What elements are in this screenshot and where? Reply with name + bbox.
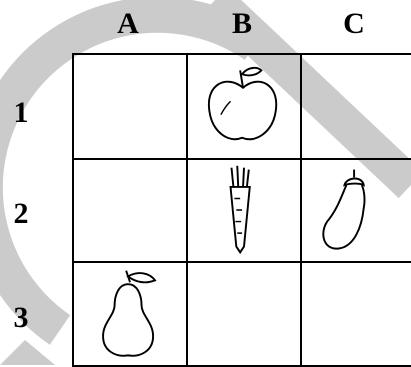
cell-b2 [186, 158, 302, 263]
eggplant-icon [302, 160, 411, 261]
cell-c2 [300, 158, 411, 263]
cell-a1 [72, 53, 188, 160]
grid [72, 53, 411, 365]
cell-a3 [72, 261, 188, 367]
cell-c3 [300, 261, 411, 367]
apple-icon [188, 55, 300, 158]
row-label-2: 2 [13, 197, 29, 230]
pear-icon [74, 263, 186, 365]
column-label-b: B [231, 7, 252, 40]
cell-c1 [300, 53, 411, 160]
column-label-a: A [117, 7, 139, 40]
column-label-c: C [343, 7, 365, 40]
cell-a2 [72, 158, 188, 263]
carrot-icon [188, 160, 300, 261]
cell-b1 [186, 53, 302, 160]
row-label-3: 3 [13, 301, 29, 334]
row-label-1: 1 [13, 96, 29, 129]
cell-b3 [186, 261, 302, 367]
